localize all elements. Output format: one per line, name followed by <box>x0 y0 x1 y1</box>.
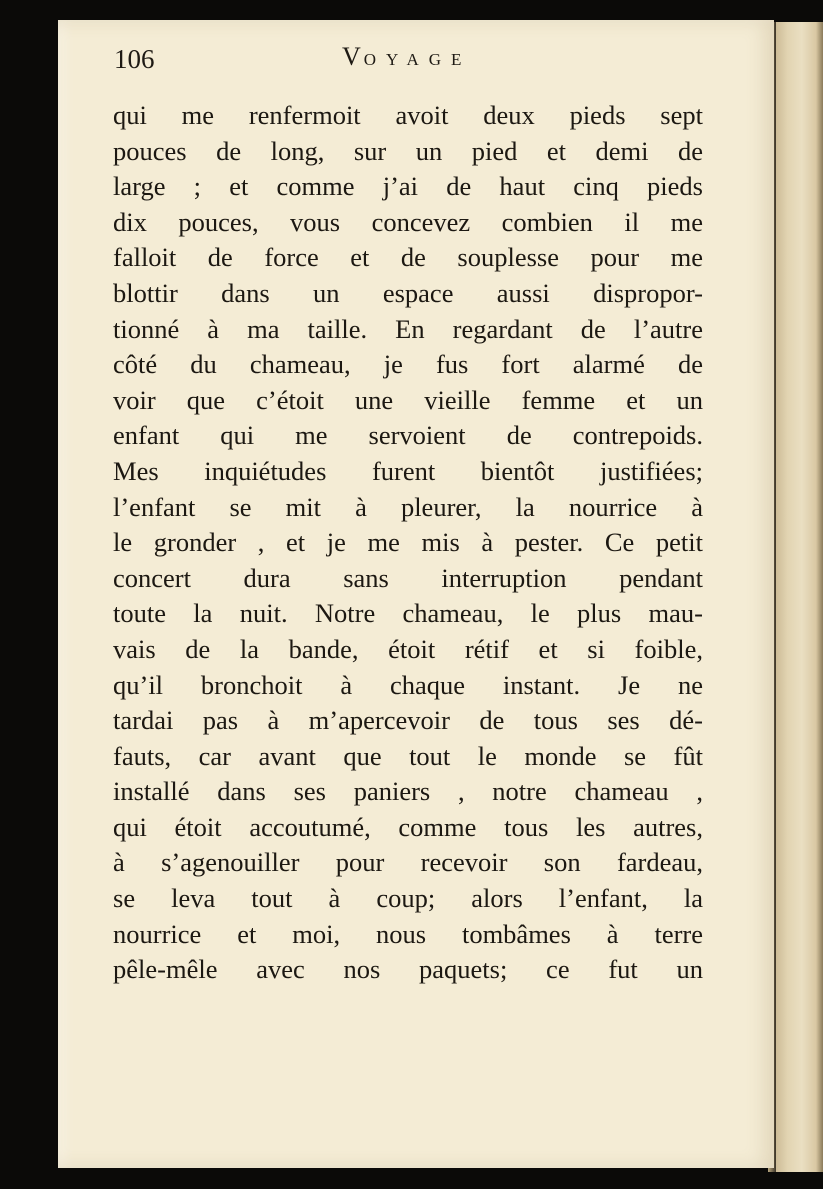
text-line: fauts, car avant que tout le monde se fût <box>113 740 703 771</box>
text-line: à s’agenouiller pour recevoir son fardeau, <box>113 847 703 878</box>
text-line: enfant qui me servoient de contrepoids. <box>113 420 703 451</box>
text-line: dix pouces, vous concevez combien il me <box>113 206 703 237</box>
running-head <box>342 42 471 72</box>
text-line: se leva tout à coup; alors l’enfant, la <box>113 883 703 914</box>
text-line: tardai pas à m’apercevoir de tous ses dé- <box>113 705 703 736</box>
text-line: pouces de long, sur un pied et demi de <box>113 135 703 166</box>
text-line: blottir dans un espace aussi dispropor- <box>113 277 703 308</box>
page-header <box>114 38 714 88</box>
text-line: tionné à ma taille. En regardant de l’autre <box>113 313 703 344</box>
running-head-rest: OYAGE <box>363 50 472 69</box>
text-line: falloit de force et de souplesse pour me <box>113 242 703 273</box>
text-line: qui me renfermoit avoit deux pieds sept <box>113 100 703 130</box>
text-line: qui étoit accoutumé, comme tous les autres, <box>113 811 703 842</box>
facing-page-edge <box>776 22 823 1172</box>
text-line: toute la nuit. Notre chameau, le plus mau- <box>113 598 703 629</box>
text-line: installé dans ses paniers , notre chameau , <box>113 776 703 807</box>
page-body-text <box>113 98 703 988</box>
text-line: l’enfant se mit à pleurer, la nourrice à <box>113 491 703 522</box>
text-line: Mes inquiétudes furent bientôt justifiées; <box>113 455 703 486</box>
text-line: pêle-mêle avec nos paquets; ce fut un <box>113 954 703 985</box>
text-line: côté du chameau, je fus fort alarmé de <box>113 349 703 380</box>
text-line: concert dura sans interruption pendant <box>113 562 703 593</box>
page-number: 106 <box>114 44 155 74</box>
text-line: vais de la bande, étoit rétif et si foible, <box>113 633 703 664</box>
running-head-initial: V <box>342 42 364 71</box>
text-line: voir que c’étoit une vieille femme et un <box>113 384 703 415</box>
text-line: nourrice et moi, nous tombâmes à terre <box>113 918 703 949</box>
text-line: large ; et comme j’ai de haut cinq pieds <box>113 171 703 202</box>
text-line: qu’il bronchoit à chaque instant. Je ne <box>113 669 703 700</box>
text-line: le gronder , et je me mis à pester. Ce petit <box>113 527 703 558</box>
